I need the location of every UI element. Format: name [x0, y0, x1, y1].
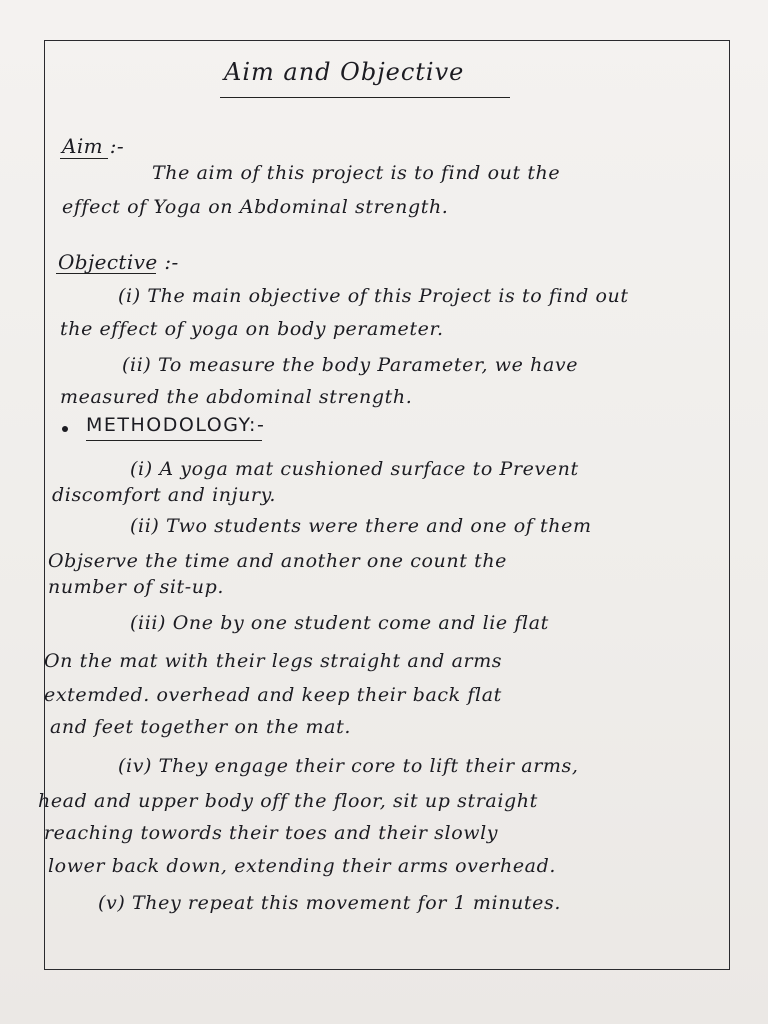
methodology-line-8: extemded. overhead and keep their back flat [44, 684, 502, 706]
page-title: Aim and Objective [224, 58, 465, 86]
aim-heading: Aim :- [62, 134, 125, 158]
methodology-underline [86, 440, 262, 441]
methodology-line-7: On the mat with their legs straight and arms [44, 650, 503, 672]
methodology-line-2: discomfort and injury. [52, 484, 277, 506]
title-underline [220, 97, 510, 98]
methodology-line-10: (iv) They engage their core to lift their arms, [118, 755, 579, 777]
aim-line-2: effect of Yoga on Abdominal strength. [62, 196, 449, 218]
methodology-line-13: lower back down, extending their arms overhead. [48, 855, 557, 877]
bullet-icon [62, 426, 68, 432]
methodology-line-5: number of sit-up. [48, 576, 225, 598]
objective-line-3: (ii) To measure the body Parameter, we have [122, 354, 579, 376]
methodology-line-14: (v) They repeat this movement for 1 minutes. [98, 892, 561, 914]
objective-underline [56, 273, 156, 274]
methodology-line-1: (i) A yoga mat cushioned surface to Prevent [130, 458, 579, 480]
objective-heading: Objective :- [58, 250, 179, 274]
objective-line-1: (i) The main objective of this Project is to find out [118, 285, 629, 307]
methodology-line-12: reaching towords their toes and their slowly [44, 822, 499, 844]
methodology-line-4: Objserve the time and another one count the [48, 550, 508, 572]
aim-underline [60, 158, 108, 159]
objective-line-4: measured the abdominal strength. [60, 386, 413, 408]
methodology-heading: METHODOLOGY:- [86, 414, 266, 436]
methodology-line-9: and feet together on the mat. [50, 716, 351, 738]
objective-line-2: the effect of yoga on body perameter. [60, 318, 444, 340]
aim-line-1: The aim of this project is to find out the [152, 162, 561, 184]
methodology-line-3: (ii) Two students were there and one of them [130, 515, 592, 537]
methodology-line-6: (iii) One by one student come and lie flat [130, 612, 549, 634]
methodology-line-11: head and upper body off the floor, sit up straight [38, 790, 538, 812]
